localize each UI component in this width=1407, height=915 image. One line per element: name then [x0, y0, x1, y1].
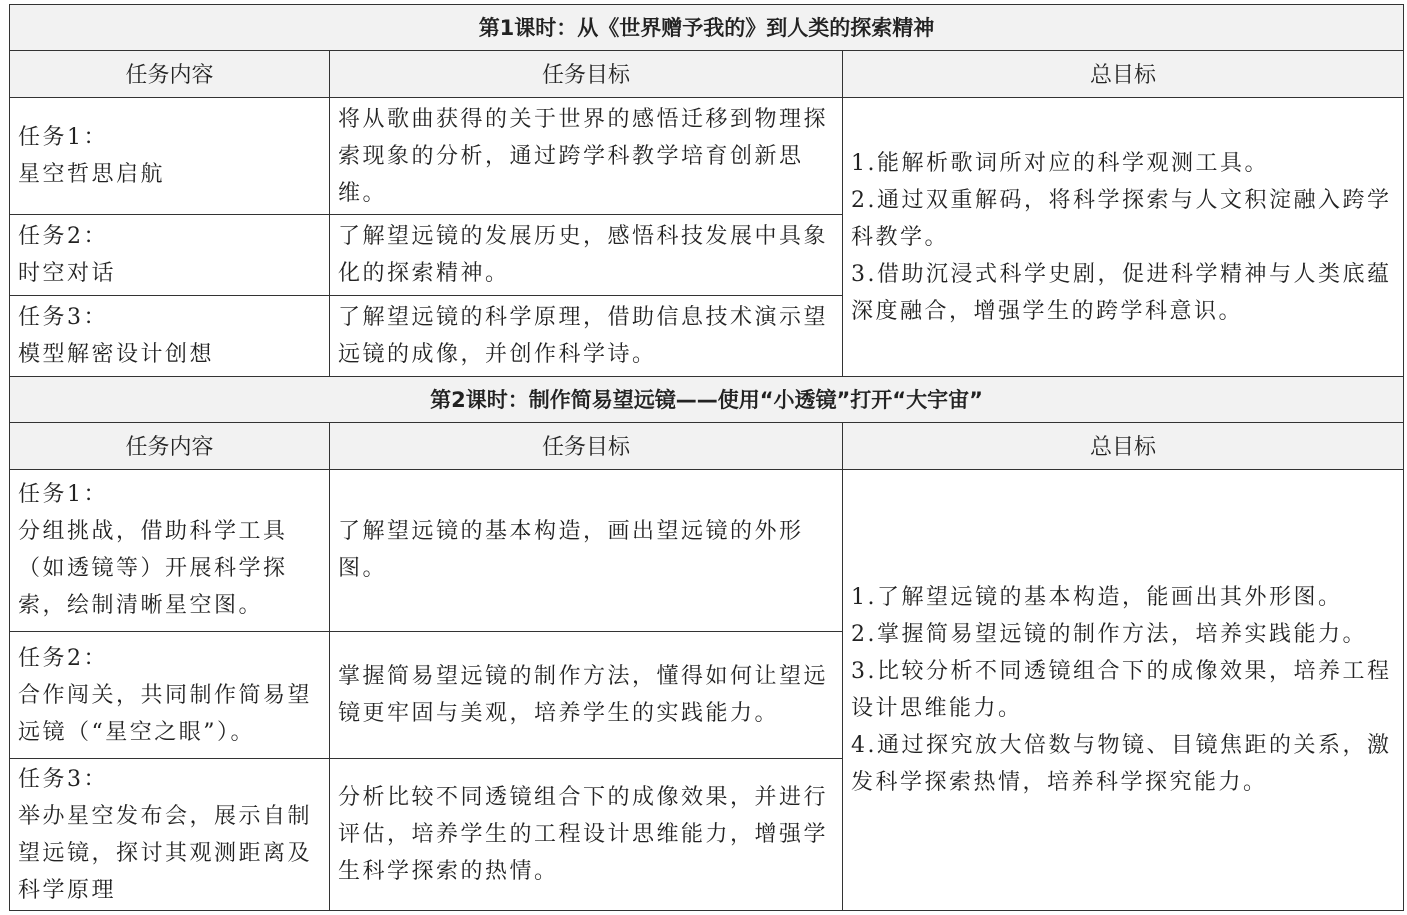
task-description: 合作闯关，共同制作简易望远镜（“星空之眼”）。 — [18, 682, 313, 745]
task-number: 任务1： — [18, 125, 108, 151]
lesson2-header-row — [10, 422, 1404, 470]
goal-item: 2.掌握简易望远镜的制作方法，培养实践能力。 — [851, 622, 1367, 648]
objective-cell: 了解望远镜的基本构造，画出望远镜的外形图。 — [330, 470, 843, 632]
lesson2-title-row — [10, 377, 1404, 423]
header-task-objective: 任务目标 — [330, 50, 843, 98]
header-task-content: 任务内容 — [10, 50, 330, 98]
task-cell — [10, 631, 330, 758]
table-row — [10, 98, 1404, 215]
objective-cell: 分析比较不同透镜组合下的成像效果，并进行评估，培养学生的工程设计思维能力，增强学生科学探索的热情。 — [330, 759, 843, 911]
lesson-plan-table-wrapper — [9, 4, 1403, 911]
task-cell — [10, 296, 330, 377]
goal-item: 3.比较分析不同透镜组合下的成像效果，培养工程设计思维能力。 — [851, 659, 1392, 722]
lesson-plan-table — [9, 4, 1404, 911]
task-number: 任务2： — [18, 224, 108, 250]
header-overall-goal: 总目标 — [843, 50, 1404, 98]
task-cell — [10, 98, 330, 215]
overall-goal-cell — [843, 98, 1404, 377]
lesson1-header-row — [10, 50, 1404, 98]
objective-cell: 了解望远镜的科学原理，借助信息技术演示望远镜的成像，并创作科学诗。 — [330, 296, 843, 377]
lesson2-title: 第2课时：制作简易望远镜——使用“小透镜”打开“大宇宙” — [10, 377, 1404, 423]
task-number: 任务3： — [18, 766, 108, 792]
table-row — [10, 470, 1404, 632]
lesson1-title-row — [10, 5, 1404, 51]
task-description: 举办星空发布会，展示自制望远镜，探讨其观测距离及科学原理 — [18, 803, 313, 903]
task-description: 分组挑战，借助科学工具（如透镜等）开展科学探索，绘制清晰星空图。 — [18, 519, 288, 619]
task-description: 星空哲思启航 — [18, 162, 166, 188]
overall-goal-cell — [843, 470, 1404, 911]
goal-item: 1.能解析歌词所对应的科学观测工具。 — [851, 150, 1269, 176]
goal-item: 1.了解望远镜的基本构造，能画出其外形图。 — [851, 585, 1343, 611]
objective-cell: 了解望远镜的发展历史，感悟科技发展中具象化的探索精神。 — [330, 215, 843, 296]
header-overall-goal: 总目标 — [843, 422, 1404, 470]
header-task-objective: 任务目标 — [330, 422, 843, 470]
goal-item: 4.通过探究放大倍数与物镜、目镜焦距的关系，激发科学探索热情，培养科学探究能力。 — [851, 733, 1392, 796]
task-cell — [10, 470, 330, 632]
task-cell — [10, 759, 330, 911]
task-number: 任务3： — [18, 305, 108, 331]
task-number: 任务2： — [18, 645, 108, 671]
task-number: 任务1： — [18, 482, 108, 508]
task-cell — [10, 215, 330, 296]
task-description: 时空对话 — [18, 261, 117, 287]
goal-item: 3.借助沉浸式科学史剧，促进科学精神与人类底蕴深度融合，增强学生的跨学科意识。 — [851, 261, 1392, 324]
task-description: 模型解密设计创想 — [18, 342, 215, 368]
objective-cell: 掌握简易望远镜的制作方法，懂得如何让望远镜更牢固与美观，培养学生的实践能力。 — [330, 631, 843, 758]
goal-item: 2.通过双重解码，将科学探索与人文积淀融入跨学科教学。 — [851, 187, 1392, 250]
objective-cell: 将从歌曲获得的关于世界的感悟迁移到物理探索现象的分析，通过跨学科教学培育创新思维。 — [330, 98, 843, 215]
lesson1-title: 第1课时：从《世界赠予我的》到人类的探索精神 — [10, 5, 1404, 51]
header-task-content: 任务内容 — [10, 422, 330, 470]
